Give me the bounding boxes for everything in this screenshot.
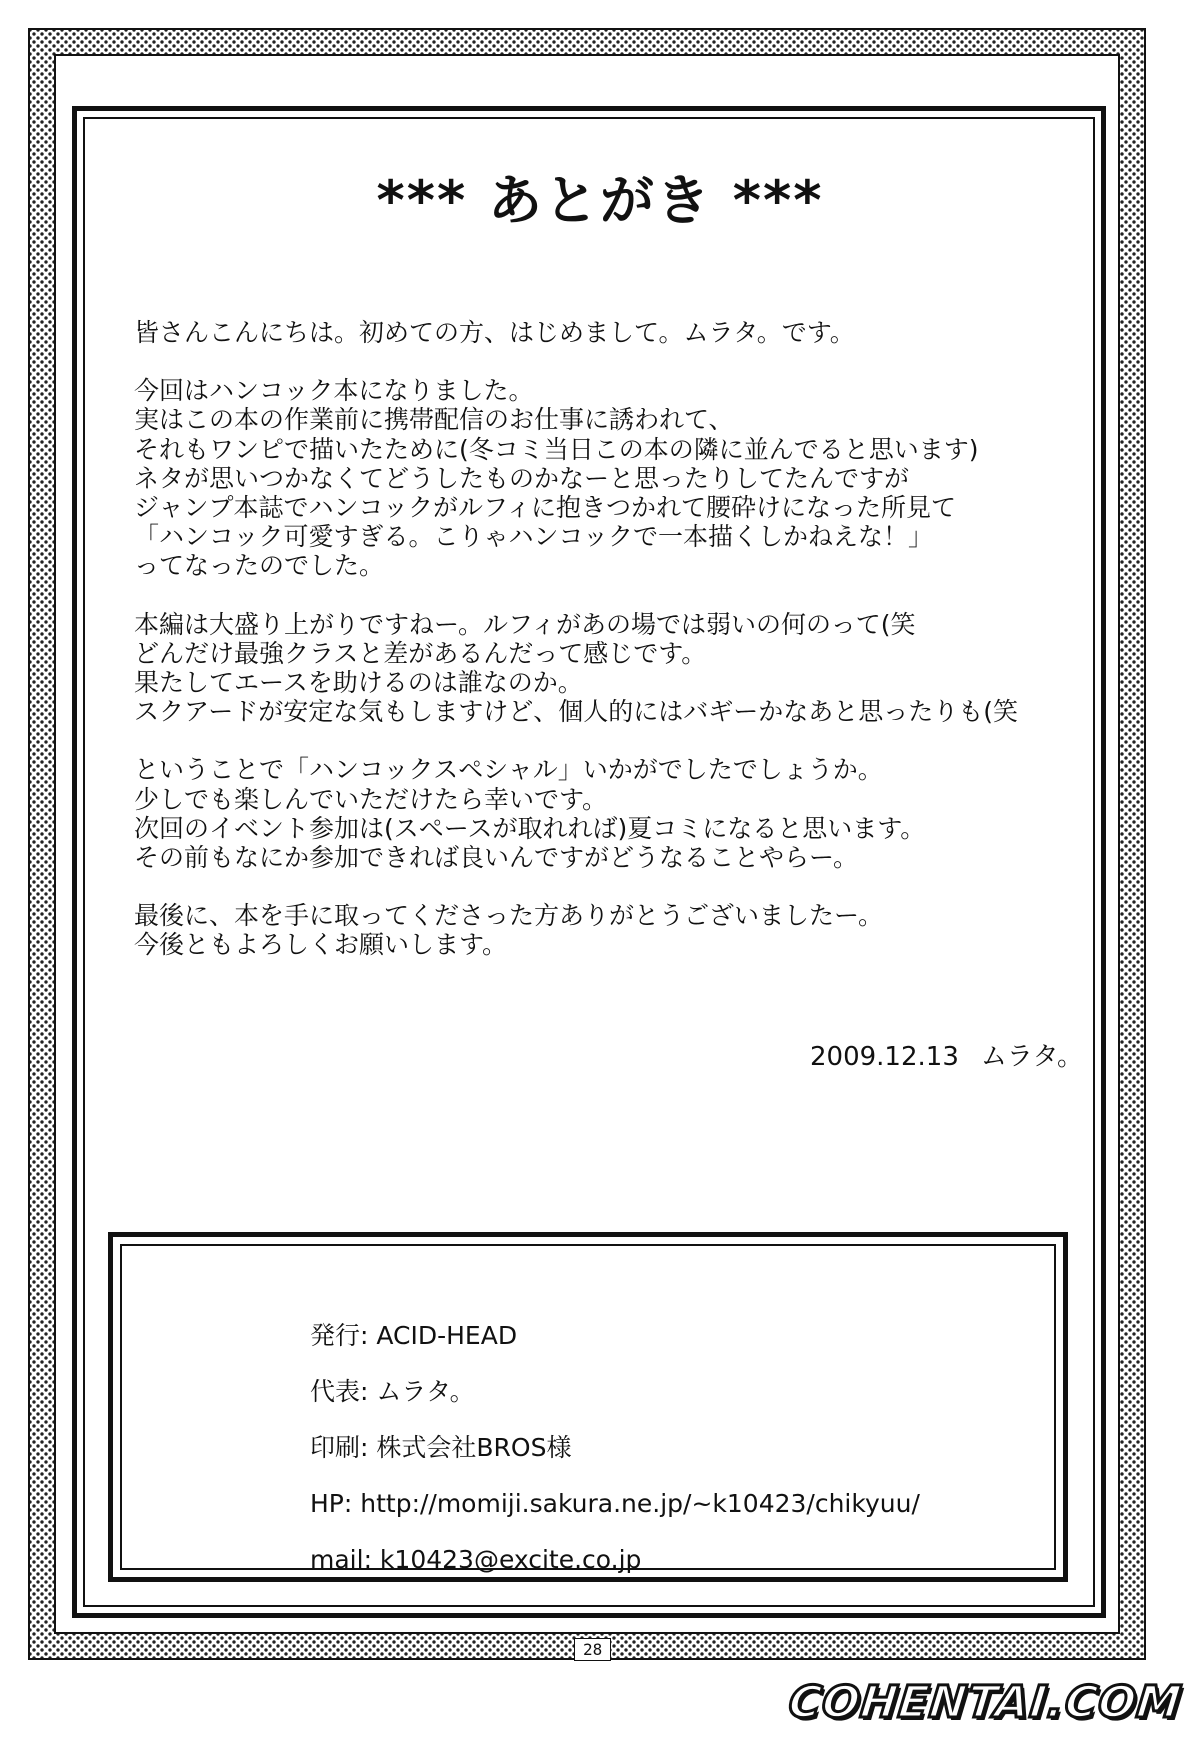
text-line: 皆さんこんにちは。初めての方、はじめまして。ムラタ。です。 (134, 318, 855, 347)
text-line: 果たしてエースを助けるのは誰なのか。 (134, 668, 583, 698)
text-line: 今回はハンコック本になりました。 (134, 376, 534, 406)
text-line: 最後に、本を手に取ってくださった方ありがとうございましたー。 (134, 901, 884, 931)
text-line: どんだけ最強クラスと差があるんだって感じです。 (134, 638, 707, 668)
paragraph (134, 755, 1054, 872)
paragraph (134, 318, 1054, 347)
signature (810, 1036, 1083, 1073)
mail-line: mail: k10423@excite.co.jp (310, 1545, 642, 1574)
signature-name: ムラタ。 (980, 1042, 1084, 1072)
text-line: 本編は大盛り上がりですねー。ルフィがあの場では弱いの何のって(笑 (134, 609, 916, 639)
afterword-body (134, 318, 1054, 989)
paragraph (134, 376, 1054, 580)
text-line: 今後ともよろしくお願いします。 (134, 930, 508, 960)
text-line: 次回のイベント参加は(スペースが取れれば)夏コミになると思います。 (134, 813, 926, 843)
page-number: 28 (574, 1638, 611, 1661)
colophon (310, 1308, 920, 1588)
text-line: 「ハンコック可愛すぎる。こりゃハンコックで一本描くしかねえな！」 (134, 522, 934, 552)
text-line: 実はこの本の作業前に携帯配信のお仕事に誘われて、 (134, 405, 734, 435)
homepage-line: HP: http://momiji.sakura.ne.jp/~k10423/chikyuu/ (310, 1489, 920, 1518)
printer-line: 印刷: 株式会社BROS様 (310, 1433, 572, 1462)
signature-date: 2009.12.13 (810, 1042, 959, 1072)
afterword-title: *** あとがき *** (376, 169, 824, 232)
text-line: それもワンピで描いたために(冬コミ当日この本の隣に並んでると思います) (134, 434, 979, 464)
representative-line: 代表: ムラタ。 (310, 1377, 475, 1406)
text-line: その前もなにか参加できれば良いんですがどうなることやらー。 (134, 843, 859, 873)
text-line: スクアードが安定な気もしますけど、個人的にはバギーかなあと思ったりも(笑 (134, 697, 1019, 727)
text-line: ってなったのでした。 (134, 551, 385, 581)
text-line: ジャンプ本誌でハンコックがルフィに抱きつかれて腰砕けになった所見て (134, 493, 957, 523)
paragraph (134, 610, 1054, 727)
publisher-line: 発行: ACID-HEAD (310, 1321, 518, 1350)
text-line: ネタが思いつかなくてどうしたものかなーと思ったりしてたんですが (134, 463, 910, 493)
text-line: ということで「ハンコックスペシャル」いかがでしたでしょうか。 (134, 755, 883, 785)
paragraph (134, 901, 1054, 959)
text-line: 少しでも楽しんでいただけたら幸いです。 (134, 784, 608, 814)
watermark-logo: COHENTAI.COM (786, 1677, 1185, 1728)
